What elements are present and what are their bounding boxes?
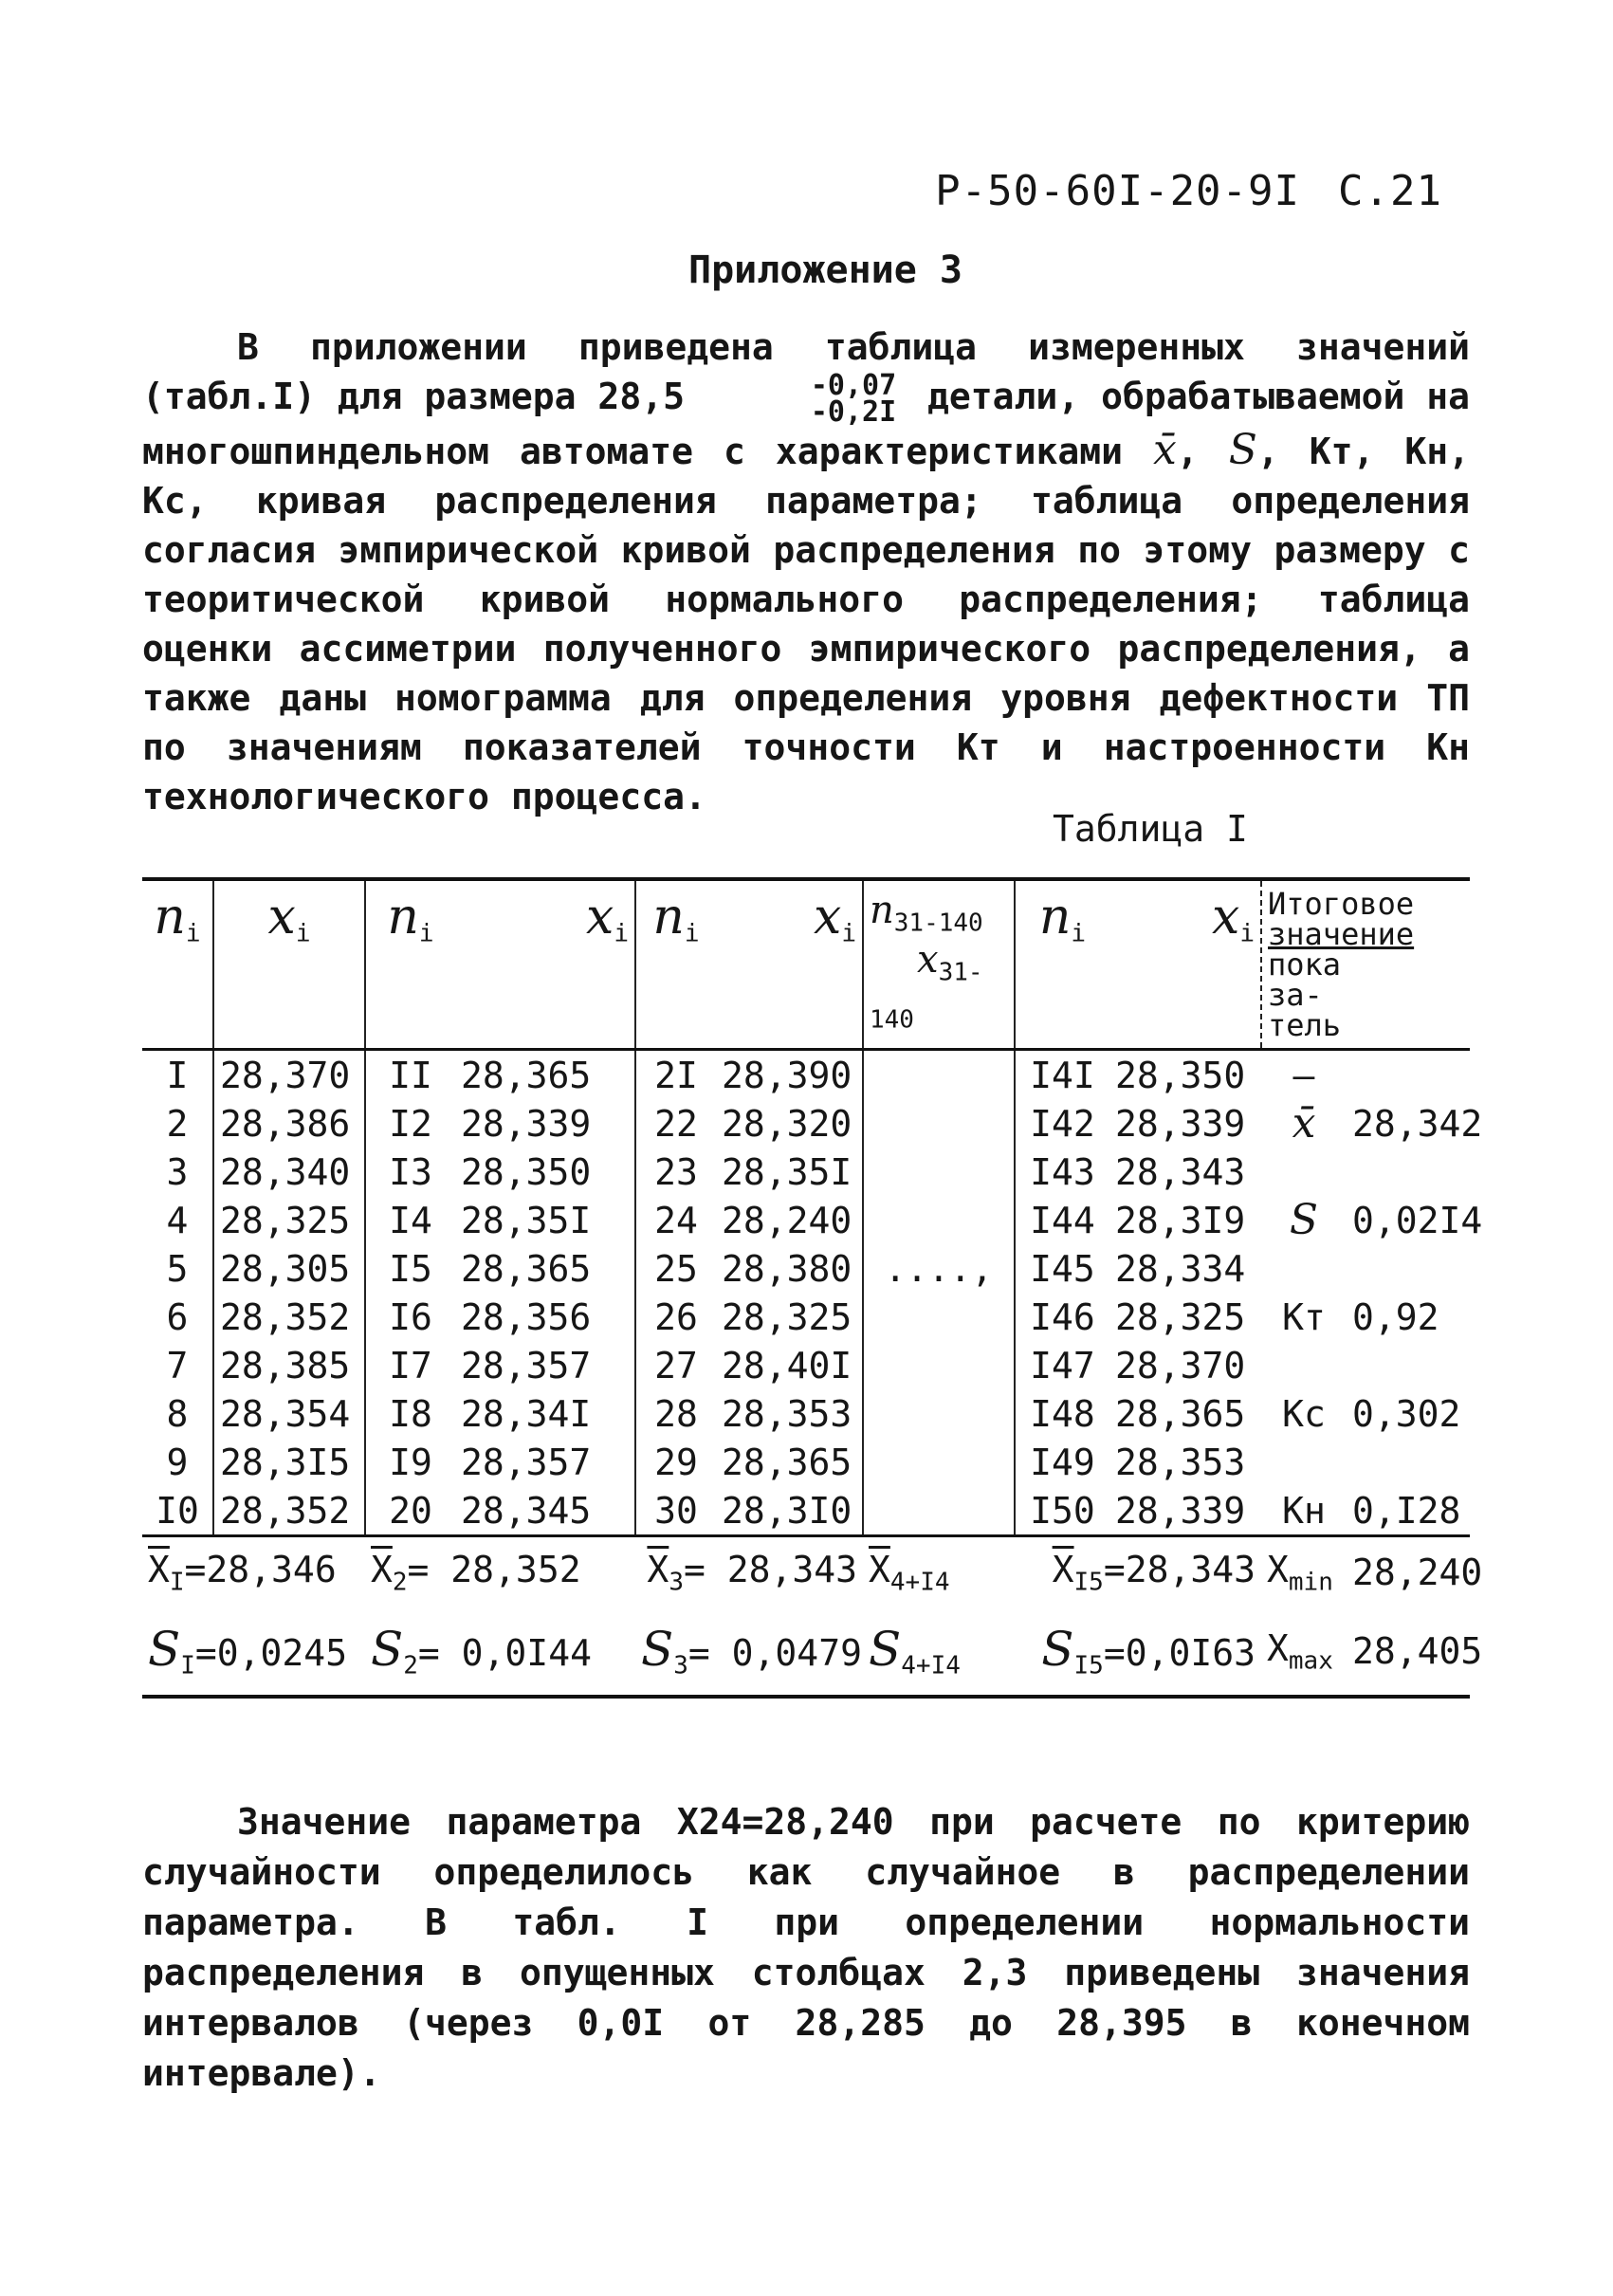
header-x1: $x_i$	[213, 879, 365, 1050]
table-cell: 28,340	[213, 1148, 365, 1196]
table-cell: 22	[654, 1102, 698, 1145]
table-cell: 9	[142, 1438, 213, 1486]
table-cell: I5	[389, 1247, 432, 1290]
table-cell: 8	[142, 1389, 213, 1438]
table-cell: 28,342	[1352, 1102, 1483, 1145]
table-cell: 29	[654, 1441, 698, 1483]
table-cell: I7	[389, 1344, 432, 1387]
table-cell: I8	[389, 1392, 432, 1435]
table-caption: Таблица I	[1053, 808, 1248, 850]
table-cell: I48	[1030, 1392, 1095, 1435]
table-cell	[863, 1389, 1015, 1438]
table-cell: 28,320	[716, 1099, 863, 1148]
table-cell: 2I	[654, 1054, 698, 1096]
std-group-4: $S_{4+I4}$	[863, 1607, 1015, 1697]
table-cell: –	[1292, 1054, 1315, 1096]
xmin-label: $X_{min}$	[1261, 1536, 1347, 1608]
appendix-title: Приложение 3	[688, 248, 962, 292]
mean-symbol: x̄	[1152, 425, 1177, 474]
table-cell: 28,356	[455, 1293, 635, 1341]
table-cell: 20	[389, 1489, 432, 1532]
table-cell: 28,3I0	[716, 1486, 863, 1536]
table-cell: 28,365	[455, 1244, 635, 1293]
header-n3: $n_i$	[635, 879, 716, 1050]
page-header	[897, 167, 1442, 215]
table-cell: 28,40I	[716, 1341, 863, 1389]
header-n4: $n_i$	[1015, 879, 1109, 1050]
table-cell	[863, 1196, 1015, 1244]
table-cell: 23	[654, 1150, 698, 1193]
table-cell: 28,353	[716, 1389, 863, 1438]
header-x4: $x_i$	[1109, 879, 1261, 1050]
table-cell: 28,339	[1115, 1102, 1246, 1145]
table-cell: 28,3I9	[1115, 1199, 1246, 1241]
table-cell	[1347, 1244, 1470, 1293]
table-cell: 28,386	[213, 1099, 365, 1148]
header-indicator-3: тель	[1268, 1007, 1342, 1043]
mean-group-1: $\overline{X}_I=28,346$	[142, 1536, 365, 1608]
table-cell: 28,370	[1115, 1344, 1246, 1387]
table-cell: 28,385	[213, 1341, 365, 1389]
table-cell: 28,345	[455, 1486, 635, 1536]
table-cell: 25	[654, 1247, 698, 1290]
table-cell: 28,325	[716, 1293, 863, 1341]
table-cell: ....,	[863, 1244, 1015, 1293]
table-row	[142, 1148, 1470, 1196]
header-total	[1261, 879, 1470, 1050]
table-row	[142, 1196, 1470, 1244]
table-cell: Кн	[1282, 1489, 1326, 1532]
table-cell	[1347, 1050, 1470, 1100]
table-cell: 28,334	[1115, 1247, 1246, 1290]
header-n1: $n_i$	[142, 879, 213, 1050]
page-number: С.21	[1338, 167, 1442, 215]
table-cell: I42	[1030, 1102, 1095, 1145]
intro-comma: ,	[1176, 430, 1199, 472]
table-cell: x̄	[1292, 1099, 1316, 1148]
intro-part3: , Кт, Кн, Кс, кривая распределения параметра; таблица определения согласия эмпирической кривой распределения по этому размеру с теоритической кривой нормального распределения; таблица оценки ассиметрии полученного эмпирического распределения, а также даны номограмма для определения уровня дефектности ТП по значениям показателей точности Кт и настроенности Кн технологического процесса.	[142, 430, 1470, 817]
table-summary	[142, 1536, 1483, 1698]
table-cell	[863, 1438, 1015, 1486]
summary-row-mean	[142, 1536, 1470, 1608]
std-symbol: S	[1228, 425, 1257, 474]
table-row	[142, 1244, 1470, 1293]
table-cell: 28,35I	[455, 1196, 635, 1244]
table-cell: 28,305	[213, 1244, 365, 1293]
table-cell: 2	[142, 1099, 213, 1148]
measurements-table	[142, 877, 1483, 1699]
table-cell: I	[142, 1050, 213, 1100]
table-cell: 28,357	[455, 1341, 635, 1389]
table-cell: I47	[1030, 1344, 1095, 1387]
intro-part1: В приложении приведена таблица измеренных значений (табл.I) для размера 28,5	[142, 326, 1470, 417]
table-cell: 3	[142, 1148, 213, 1196]
table-cell: 26	[654, 1295, 698, 1338]
table-cell	[863, 1341, 1015, 1389]
tolerance-upper: -0,07	[810, 368, 897, 402]
header-indicator-1: пока	[1268, 946, 1342, 983]
table-cell: I49	[1030, 1441, 1095, 1483]
xmin-value: 28,240	[1347, 1536, 1470, 1608]
table-row	[142, 1099, 1470, 1148]
closing-text: Значение параметра X24=28,240 при расчете по критерию случайности определилось как случайное в распределении параметра. В табл. I при определении нормальности распределения в опущенных столбцах 2,3 приведены значения интервалов (через 0,0I от 28,285 до 28,395 в конечном интервале).	[142, 1801, 1470, 2094]
tolerance	[716, 368, 897, 429]
table-cell: I3	[389, 1150, 432, 1193]
header-n2: $n_i$	[365, 879, 455, 1050]
table-cell: 5	[142, 1244, 213, 1293]
table-cell: 28	[654, 1392, 698, 1435]
table-cell: 28,325	[1115, 1295, 1246, 1338]
summary-row-std	[142, 1607, 1470, 1697]
header-mid: $n_{31-140}$ $x_{31-140}$	[863, 879, 1015, 1050]
table-cell: 28,352	[213, 1486, 365, 1536]
table-cell: 28,370	[213, 1050, 365, 1100]
std-group-2: $S_2= 0,0I44$	[365, 1607, 635, 1697]
std-group-1: $S_I=0,0245$	[142, 1607, 365, 1697]
table-cell: 6	[142, 1293, 213, 1341]
header-total-line1: Итоговое	[1268, 886, 1415, 922]
table-cell: II	[389, 1054, 432, 1096]
table-cell	[863, 1050, 1015, 1100]
table-cell	[863, 1486, 1015, 1536]
table-cell	[863, 1099, 1015, 1148]
table-cell	[1261, 1341, 1347, 1389]
table-cell: I6	[389, 1295, 432, 1338]
table-cell	[1347, 1148, 1470, 1196]
table-cell: 28,354	[213, 1389, 365, 1438]
table-row	[142, 1438, 1470, 1486]
table-cell: 28,353	[1115, 1441, 1246, 1483]
table-cell: I4	[389, 1199, 432, 1241]
table-cell: 28,34I	[455, 1389, 635, 1438]
table-row	[142, 1341, 1470, 1389]
mean-group-2: $\overline{X}_2= 28,352$	[365, 1536, 635, 1608]
table-cell: 28,380	[716, 1244, 863, 1293]
table-cell: I9	[389, 1441, 432, 1483]
xmax-value: 28,405	[1347, 1607, 1470, 1697]
table-body	[142, 1050, 1483, 1536]
intro-part2: детали, обрабатываемой на многошпиндельном автомате с характеристиками	[142, 376, 1470, 472]
header-indicator-2: за-	[1268, 977, 1323, 1013]
mean-group-15: $\overline{X}_{I5}=28,343$	[1015, 1536, 1261, 1608]
table-cell: 28,343	[1115, 1150, 1246, 1193]
table-row	[142, 1486, 1470, 1536]
table-cell	[1261, 1438, 1347, 1486]
table-cell: 28,339	[1115, 1489, 1246, 1532]
table-cell: 28,352	[213, 1293, 365, 1341]
table-cell: 0,302	[1352, 1392, 1461, 1435]
table-cell: 28,390	[716, 1050, 863, 1100]
mean-group-3: $\overline{X}_3= 28,343$	[635, 1536, 863, 1608]
table-cell: I2	[389, 1102, 432, 1145]
std-group-3: $S_3= 0,0479$	[635, 1607, 863, 1697]
table-cell: 28,339	[455, 1099, 635, 1148]
std-group-15: $S_{I5}=0,0I63$	[1015, 1607, 1261, 1697]
table-cell: 28,365	[716, 1438, 863, 1486]
table-row	[142, 1293, 1470, 1341]
intro-paragraph	[142, 322, 1470, 821]
table-cell: I50	[1030, 1489, 1095, 1532]
table-cell: 0,02I4	[1352, 1199, 1483, 1241]
table-cell: I0	[142, 1486, 213, 1536]
table-cell: 28,3I5	[213, 1438, 365, 1486]
table-cell: 28,350	[1115, 1054, 1246, 1096]
table-cell: 24	[654, 1199, 698, 1241]
mean-group-4: $\overline{X}_{4+I4}$	[863, 1536, 1015, 1608]
table-cell: 28,365	[455, 1050, 635, 1100]
table-cell: 0,92	[1352, 1295, 1439, 1338]
table-cell: 28,35I	[716, 1148, 863, 1196]
table-cell: 7	[142, 1341, 213, 1389]
table-cell: I45	[1030, 1247, 1095, 1290]
doc-code: Р-50-60I-20-9I	[935, 167, 1301, 215]
table-row	[142, 1389, 1470, 1438]
table-cell: 28,240	[716, 1196, 863, 1244]
table-cell: I46	[1030, 1295, 1095, 1338]
table-cell	[1261, 1148, 1347, 1196]
table-cell	[1347, 1438, 1470, 1486]
table-cell: I4I	[1030, 1054, 1095, 1096]
table-cell: 27	[654, 1344, 698, 1387]
table-cell: 30	[654, 1489, 698, 1532]
table-cell: 28,325	[213, 1196, 365, 1244]
header-x2: $x_i$	[455, 879, 635, 1050]
table-cell	[863, 1148, 1015, 1196]
table-cell: 28,357	[455, 1438, 635, 1486]
table-header-row	[142, 879, 1470, 1050]
table-cell: 28,365	[1115, 1392, 1246, 1435]
table-cell	[1347, 1341, 1470, 1389]
table-cell: Кс	[1282, 1392, 1326, 1435]
table-row	[142, 1050, 1470, 1100]
table-cell: I43	[1030, 1150, 1095, 1193]
tolerance-lower: -0,2I	[810, 395, 897, 429]
header-total-line2: значение	[1268, 916, 1415, 952]
table-cell	[1261, 1244, 1347, 1293]
closing-paragraph	[142, 1797, 1470, 2099]
xmax-label: $X_{max}$	[1261, 1607, 1347, 1697]
table-cell	[863, 1293, 1015, 1341]
table-cell: 0,I28	[1352, 1489, 1461, 1532]
table-cell: Кт	[1282, 1295, 1326, 1338]
table-cell: S	[1289, 1196, 1319, 1244]
table-cell: I44	[1030, 1199, 1095, 1241]
table-cell: 28,350	[455, 1148, 635, 1196]
table-cell: 4	[142, 1196, 213, 1244]
header-x3: $x_i$	[716, 879, 863, 1050]
